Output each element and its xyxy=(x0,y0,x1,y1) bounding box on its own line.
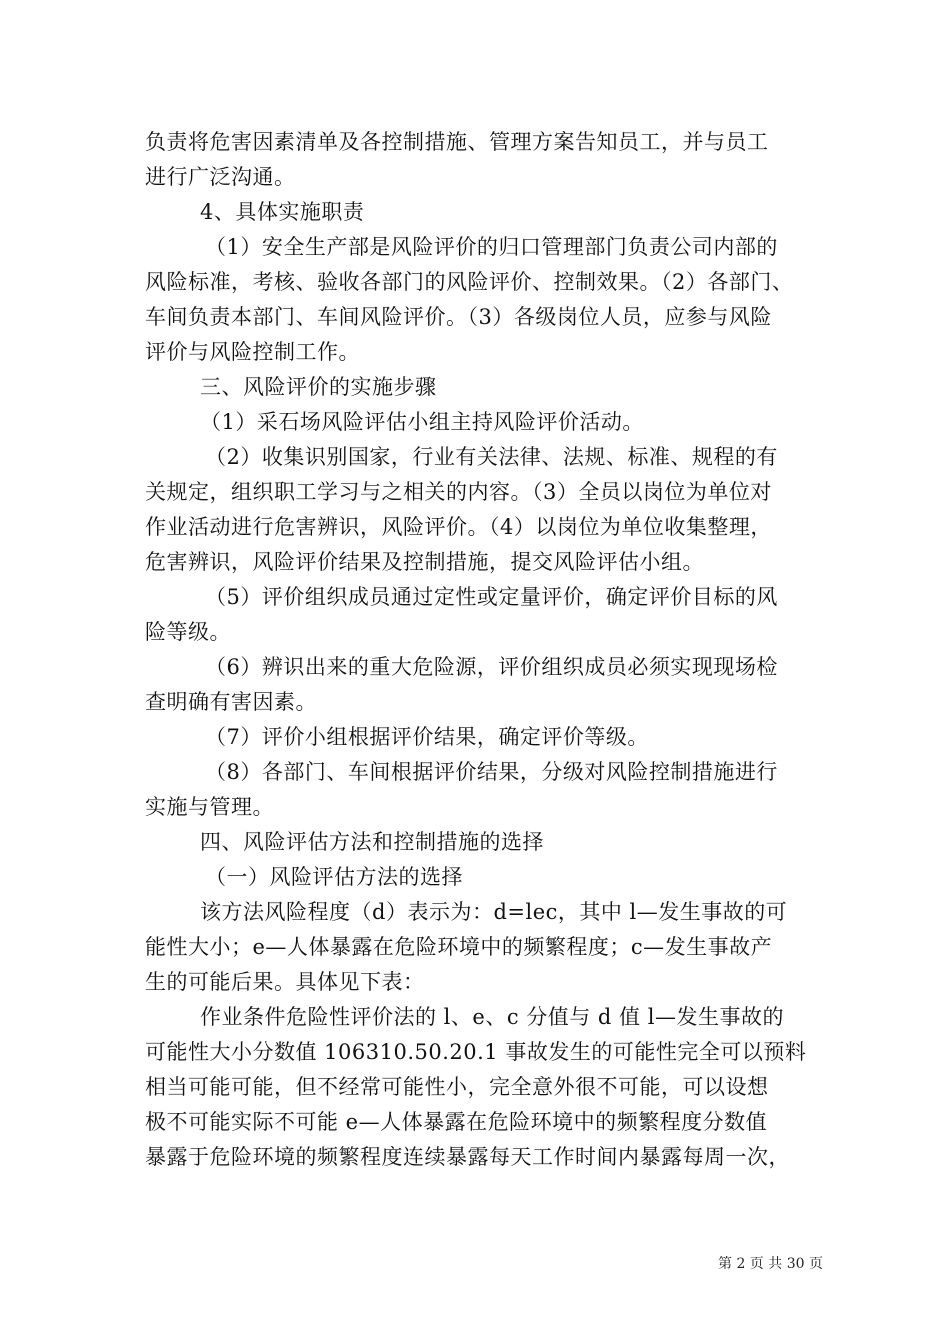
page-number: 第 2 页 共 30 页 xyxy=(718,1256,823,1272)
text-line: 能性大小；e—人体暴露在危险环境中的频繁程度；c—发生事故产 xyxy=(145,935,773,959)
text-line: 风险标准，考核、验收各部门的风险评价、控制效果。（2）各部门、 xyxy=(145,270,794,294)
text-line: 实施与管理。 xyxy=(145,795,274,819)
text-line: 该方法风险程度（d）表示为：d=lec，其中 l—发生事故的可 xyxy=(200,900,788,924)
text-line: （8）各部门、车间根据评价结果，分级对风险控制措施进行 xyxy=(205,760,778,784)
text-line: 查明确有害因素。 xyxy=(145,690,317,714)
text-line: 作业条件危险性评价法的 l、e、c 分值与 d 值 l—发生事故的 xyxy=(200,1005,784,1029)
text-line: 生的可能后果。具体见下表： xyxy=(145,970,425,994)
section-heading: 4、具体实施职责 xyxy=(200,200,365,224)
text-line: 评价与风险控制工作。 xyxy=(145,340,360,364)
text-line: 极不可能实际不可能 e—人体暴露在危险环境中的频繁程度分数值 xyxy=(145,1110,768,1134)
section-heading: 四、风险评估方法和控制措施的选择 xyxy=(200,830,544,854)
text-line: 暴露于危险环境的频繁程度连续暴露每天工作时间内暴露每周一次， xyxy=(145,1145,790,1169)
text-line: （1）采石场风险评估小组主持风险评价活动。 xyxy=(200,410,644,434)
text-line: （6）辨识出来的重大危险源，评价组织成员必须实现现场检 xyxy=(205,655,778,679)
section-heading: 三、风险评价的实施步骤 xyxy=(200,375,437,399)
subsection-heading: （一）风险评估方法的选择 xyxy=(205,865,463,889)
text-line: （7）评价小组根据评价结果，确定评价等级。 xyxy=(205,725,649,749)
text-line: 车间负责本部门、车间风险评价。（3）各级岗位人员，应参与风险 xyxy=(145,305,772,329)
text-line: （1）安全生产部是风险评价的归口管理部门负责公司内部的 xyxy=(205,235,778,259)
text-line: 进行广泛沟通。 xyxy=(145,165,296,189)
text-line: （2）收集识别国家，行业有关法律、法规、标准、规程的有 xyxy=(205,445,778,469)
text-line: 作业活动进行危害辨识，风险评价。（4）以岗位为单位收集整理， xyxy=(145,515,772,539)
text-line: 险等级。 xyxy=(145,620,231,644)
text-line: 负责将危害因素清单及各控制措施、管理方案告知员工，并与员工 xyxy=(145,130,769,154)
text-line: 可能性大小分数值 106310.50.20.1 事故发生的可能性完全可以预料 xyxy=(145,1040,807,1064)
text-line: 关规定，组织职工学习与之相关的内容。（3）全员以岗位为单位对 xyxy=(145,480,772,504)
text-line: 相当可能可能，但不经常可能性小，完全意外很不可能，可以设想 xyxy=(145,1075,769,1099)
text-line: 危害辨识，风险评价结果及控制措施，提交风险评估小组。 xyxy=(145,550,704,574)
text-line: （5）评价组织成员通过定性或定量评价，确定评价目标的风 xyxy=(205,585,778,609)
